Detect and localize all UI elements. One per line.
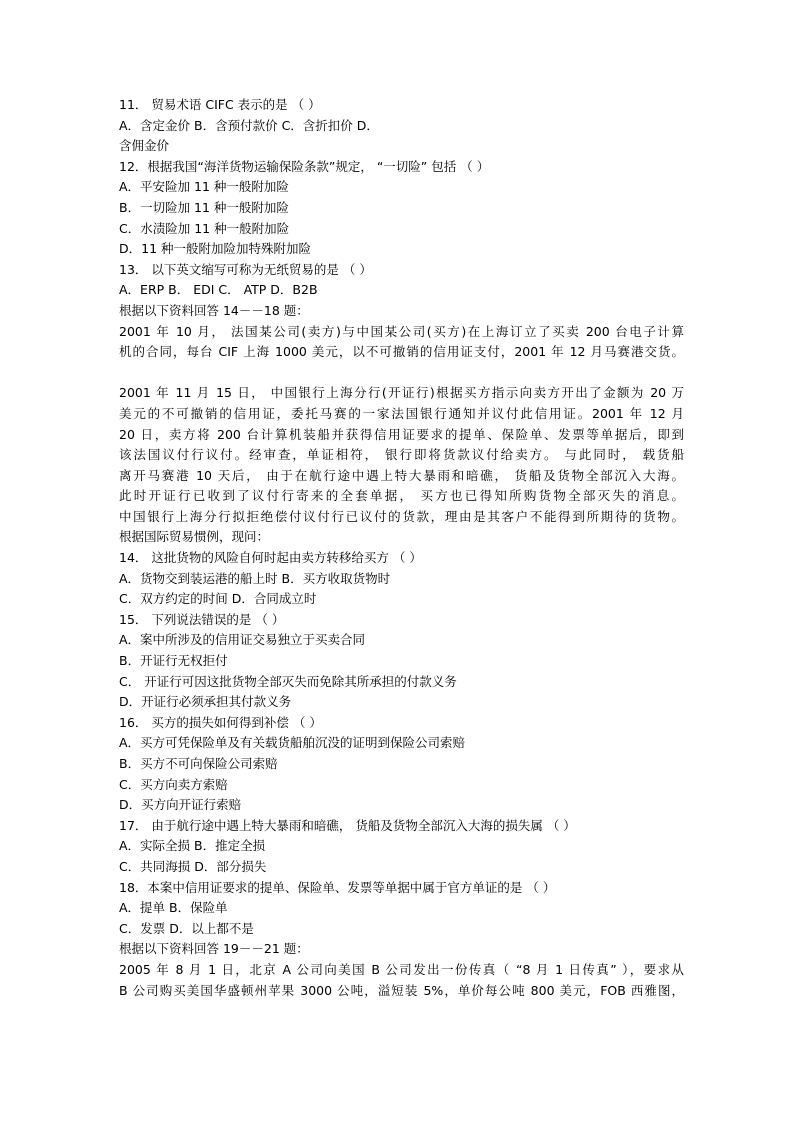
text-line: 2001 年 11 月 15 日， 中国银行上海分行(开证行)根据买方指示向卖方开出了金额为 20 万	[119, 385, 684, 401]
text-line: A．平安险加 11 种一般附加险	[119, 179, 289, 195]
text-line: A．货物交到装运港的船上时 B．买方收取货物时	[119, 570, 391, 586]
text-line: 17． 由于航行途中遇上特大暴雨和暗礁， 货船及货物全部沉入大海的损失属 （ ）	[119, 817, 576, 833]
text-line: 该法国议付行议付。经审查，单证相符， 银行即将货款议付给卖方。 与此同时， 载货船	[119, 447, 684, 463]
text-line: 离开马赛港 10 天后， 由于在航行途中遇上特大暴雨和暗礁， 货船及货物全部沉入大海。	[119, 467, 684, 483]
text-line: 11． 贸易术语 CIFC 表示的是 （ ）	[119, 97, 321, 112]
text-line: B 公司购买美国华盛顿州苹果 3000 公吨，溢短装 5%，单价每公吨 800 美元，FOB 西雅图，	[119, 982, 684, 998]
text-line: 中国银行上海分行拟拒绝偿付议付行已议付的货款，理由是其客户不能得到所期待的货物。	[119, 508, 684, 524]
text-line: 15． 下列说法错误的是 （ ）	[119, 611, 285, 627]
text-line: 18．本案中信用证要求的提单、保险单、发票等单据中属于官方单证的是 （ ）	[119, 879, 556, 895]
text-line: 16． 买方的损失如何得到补偿 （ ）	[119, 714, 322, 730]
text-line: B．买方不可向保险公司索赔	[119, 756, 278, 771]
text-line: 含佣金价	[119, 138, 170, 154]
document-page	[119, 95, 684, 1001]
text-line: 根据以下资料回答 14－－18 题：	[119, 302, 309, 318]
text-line: 2001 年 10 月， 法国某公司(卖方)与中国某公司(买方)在上海订立了买卖 200 台电子计算	[119, 323, 684, 339]
text-line: B．开证行无权拒付	[119, 653, 228, 669]
text-line: A．买方可凭保险单及有关载货船舶沉没的证明到保险公司索赔	[119, 735, 466, 751]
text-line: A．提单 B．保险单	[119, 900, 228, 916]
text-line: 根据以下资料回答 19－－21 题：	[119, 941, 309, 957]
text-line: 根据国际贸易惯例，现问：	[119, 529, 270, 545]
text-line: C．水渍险加 11 种一般附加险	[119, 220, 290, 236]
text-line: 机的合同，每台 CIF 上海 1000 美元，以不可撤销的信用证支付，2001 年 12 月马赛港交货。	[119, 344, 684, 360]
text-line: D．开证行必须承担其付款义务	[119, 694, 292, 710]
paragraph-spacer	[119, 363, 684, 384]
text-line: 13． 以下英文缩写可称为无纸贸易的是 （ ）	[119, 261, 372, 277]
text-line: A．ERP B． EDI C． ATP D．B2B	[119, 282, 318, 298]
text-line: B．一切险加 11 种一般附加险	[119, 199, 289, 215]
text-line: 14． 这批货物的风险自何时起由卖方转移给买方 （ ）	[119, 550, 422, 566]
text-line: A．含定金价 B．含预付款价 C．含折扣价 D．	[119, 117, 379, 133]
text-line: 12．根据我国“海洋货物运输保险条款”规定， “一切险” 包括 （ ）	[119, 158, 490, 174]
text-line: 2005 年 8 月 1 日，北京 A 公司向美国 B 公司发出一份传真（ “8 月 1 日传真” ），要求从	[119, 961, 684, 977]
text-line: C．共同海损 D．部分损失	[119, 858, 267, 874]
text-line: 20 日，卖方将 200 台计算机装船并获得信用证要求的提单、保险单、发票等单据后，即到	[119, 426, 684, 442]
text-line: C．买方向卖方索赔	[119, 776, 228, 792]
text-line: D．买方向开证行索赔	[119, 797, 242, 813]
text-line: C．双方约定的时间 D．合同成立时	[119, 591, 317, 607]
text-line: 此时开证行已收到了议付行寄来的全套单据， 买方也已得知所购货物全部灭失的消息。	[119, 488, 684, 504]
text-line: C．发票 D．以上都不是	[119, 920, 254, 936]
text-line: D．11 种一般附加险加特殊附加险	[119, 241, 312, 257]
text-line: 美元的不可撤销的信用证，委托马赛的一家法国银行通知并议付此信用证。2001 年 12 月	[119, 405, 684, 421]
text-line: A．案中所涉及的信用证交易独立于买卖合同	[119, 632, 366, 648]
text-line: C． 开证行可因这批货物全部灭失而免除其所承担的付款义务	[119, 673, 457, 689]
text-line: A．实际全损 B．推定全损	[119, 838, 266, 854]
